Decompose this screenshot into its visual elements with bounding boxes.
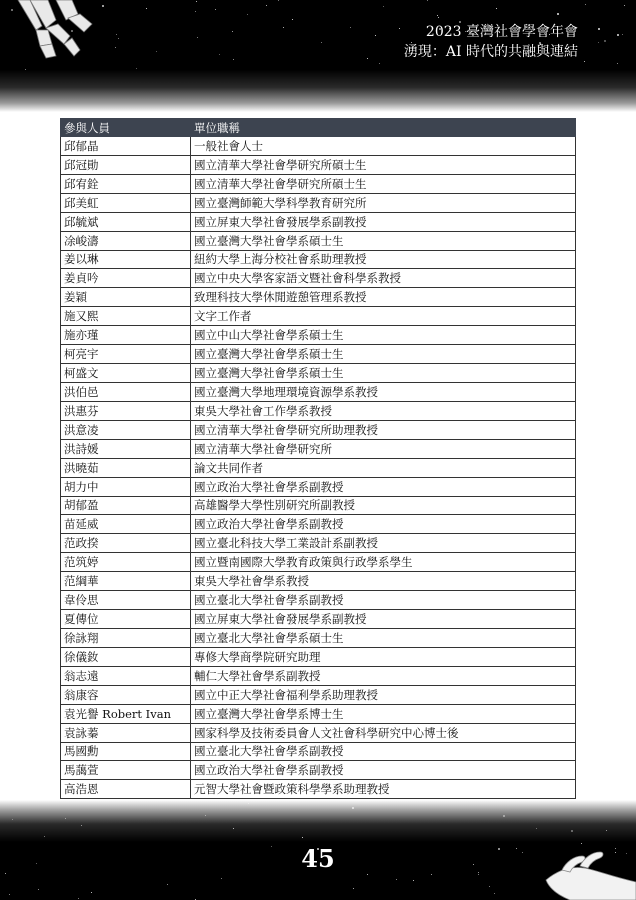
affiliation-cell: 國立清華大學社會學研究所碩士生 [191, 155, 576, 174]
star-dot [215, 9, 216, 10]
star-dot [489, 886, 490, 887]
table-row [61, 515, 576, 534]
participant-name-cell: 苗延威 [61, 515, 191, 534]
participant-name-cell: 高浩恩 [61, 780, 191, 799]
conference-title-line2: 湧現：AI 時代的共融與連結 [403, 44, 578, 60]
affiliation-cell: 國立政治大學社會學系副教授 [191, 761, 576, 780]
participant-name-cell: 胡郁盈 [61, 496, 191, 515]
participant-name-cell: 翁康容 [61, 685, 191, 704]
star-dot [598, 42, 599, 43]
table-row [61, 761, 576, 780]
table-row [61, 591, 576, 610]
affiliation-cell: 國立臺灣大學地理環境資源學系教授 [191, 382, 576, 401]
star-dot [585, 4, 586, 5]
star-dot [136, 68, 137, 69]
affiliation-cell: 國立中山大學社會學系碩士生 [191, 326, 576, 345]
table-row [61, 193, 576, 212]
participant-name-cell: 洪伯邑 [61, 382, 191, 401]
star-dot [118, 38, 119, 39]
participant-name-cell: 范筑婷 [61, 553, 191, 572]
participant-name-cell: 洪曉茹 [61, 458, 191, 477]
star-dot [232, 31, 233, 32]
table-row [61, 610, 576, 629]
star-dot [9, 894, 10, 895]
table-row [61, 647, 576, 666]
star-dot [352, 807, 354, 809]
star-dot [248, 803, 249, 804]
table-row [61, 401, 576, 420]
table-row [61, 742, 576, 761]
participant-name-cell: 袁光譽 Robert Ivan [61, 704, 191, 723]
affiliation-cell: 國立中正大學社會福利學系助理教授 [191, 685, 576, 704]
participant-name-cell: 徐詠翔 [61, 628, 191, 647]
participant-name-cell: 柯亮宇 [61, 345, 191, 364]
affiliation-cell: 國立臺灣大學社會學系博士生 [191, 704, 576, 723]
table-row [61, 458, 576, 477]
star-dot [367, 58, 368, 59]
star-dot [478, 874, 479, 875]
star-dot [221, 878, 222, 879]
table-row [61, 307, 576, 326]
star-dot [383, 6, 384, 7]
participant-name-cell: 姜穎 [61, 288, 191, 307]
participant-name-cell: 袁詠蓁 [61, 723, 191, 742]
participant-name-cell: 邱毓斌 [61, 212, 191, 231]
participant-name-cell: 夏傳位 [61, 610, 191, 629]
star-dot [617, 34, 619, 36]
affiliation-cell: 國立屏東大學社會發展學系副教授 [191, 610, 576, 629]
star-dot [116, 34, 117, 35]
star-dot [197, 37, 198, 38]
star-dot [379, 63, 380, 64]
affiliation-cell: 國立臺北科技大學工業設計系副教授 [191, 534, 576, 553]
participant-name-cell: 翁志遠 [61, 666, 191, 685]
affiliation-cell: 紐約大學上海分校社會系助理教授 [191, 250, 576, 269]
star-dot [292, 19, 293, 20]
affiliation-cell: 論文共同作者 [191, 458, 576, 477]
affiliation-cell: 國立臺灣大學社會學系碩士生 [191, 364, 576, 383]
participant-name-cell: 施亦瑾 [61, 326, 191, 345]
table-row [61, 780, 576, 799]
affiliation-cell: 國立臺灣師範大學科學教育研究所 [191, 193, 576, 212]
star-dot [396, 879, 397, 880]
star-dot [219, 54, 220, 55]
participant-name-cell: 柯盛文 [61, 364, 191, 383]
affiliation-cell: 國立臺北大學社會學系碩士生 [191, 628, 576, 647]
star-dot [598, 28, 600, 30]
table-row [61, 345, 576, 364]
affiliation-cell: 東吳大學社會學系教授 [191, 572, 576, 591]
participant-name-cell: 徐儀釹 [61, 647, 191, 666]
affiliation-cell: 東吳大學社會工作學系教授 [191, 401, 576, 420]
participant-name-cell: 邱宥銓 [61, 174, 191, 193]
table-row [61, 364, 576, 383]
participant-name-cell: 馬國勳 [61, 742, 191, 761]
participant-table [60, 118, 576, 799]
table-header-row [61, 119, 576, 137]
affiliation-cell: 文字工作者 [191, 307, 576, 326]
star-dot [604, 40, 606, 42]
participant-name-cell: 邱冠勛 [61, 155, 191, 174]
affiliation-cell: 專修大學商學院研究助理 [191, 647, 576, 666]
affiliation-cell: 國立中央大學客家語文暨社會科學系教授 [191, 269, 576, 288]
star-dot [38, 889, 39, 890]
affiliation-cell: 國立臺北大學社會學系副教授 [191, 742, 576, 761]
star-dot [438, 17, 439, 18]
affiliation-cell: 國立臺灣大學社會學系碩士生 [191, 231, 576, 250]
affiliation-cell: 一般社會人士 [191, 137, 576, 156]
star-dot [81, 825, 82, 826]
table-row [61, 666, 576, 685]
affiliation-cell: 元智大學社會暨政策科學學系助理教授 [191, 780, 576, 799]
robot-hand-illustration [8, 0, 100, 60]
affiliation-cell: 高雄醫學大學性別研究所副教授 [191, 496, 576, 515]
star-dot [571, 830, 573, 832]
star-dot [44, 836, 45, 837]
participant-name-cell: 邱美虹 [61, 193, 191, 212]
affiliation-cell: 國家科學及技術委員會人文社會科學研究中心博士後 [191, 723, 576, 742]
star-dot [399, 28, 400, 29]
star-dot [557, 13, 559, 15]
table-row [61, 685, 576, 704]
star-dot [12, 819, 13, 820]
participant-name-cell: 施又熙 [61, 307, 191, 326]
star-dot [25, 69, 26, 70]
affiliation-cell: 國立政治大學社會學系副教授 [191, 515, 576, 534]
star-dot [413, 880, 414, 881]
star-dot [233, 59, 234, 60]
affiliation-cell: 國立清華大學社會學研究所助理教授 [191, 420, 576, 439]
participant-name-cell: 洪意凌 [61, 420, 191, 439]
table-row [61, 231, 576, 250]
star-dot [427, 0, 428, 1]
star-dot [205, 815, 206, 816]
participant-name-cell: 馬藹萱 [61, 761, 191, 780]
affiliation-cell: 國立政治大學社會學系副教授 [191, 477, 576, 496]
table-row [61, 137, 576, 156]
column-header-affiliation: 單位職稱 [191, 119, 576, 137]
star-dot [266, 5, 267, 6]
table-row [61, 439, 576, 458]
star-dot [91, 892, 92, 893]
participant-name-cell: 姜貞吟 [61, 269, 191, 288]
star-dot [156, 51, 157, 52]
star-dot [431, 874, 432, 875]
star-dot [367, 874, 368, 875]
star-dot [278, 0, 279, 1]
star-dot [375, 35, 376, 36]
star-dot [196, 1, 197, 2]
star-dot [622, 34, 623, 35]
affiliation-cell: 國立臺灣大學社會學系碩士生 [191, 345, 576, 364]
table-row [61, 250, 576, 269]
table-row [61, 477, 576, 496]
table-row [61, 420, 576, 439]
participant-name-cell: 凃峻濤 [61, 231, 191, 250]
participant-name-cell: 洪惠芬 [61, 401, 191, 420]
star-dot [146, 8, 147, 9]
star-dot [494, 893, 495, 894]
affiliation-cell: 致理科技大學休閒遊憩管理系教授 [191, 288, 576, 307]
participant-name-cell: 韋伶思 [61, 591, 191, 610]
star-dot [195, 11, 196, 12]
affiliation-cell: 國立清華大學社會學研究所碩士生 [191, 174, 576, 193]
star-dot [624, 5, 625, 6]
affiliation-cell: 國立清華大學社會學研究所 [191, 439, 576, 458]
table-row [61, 572, 576, 591]
table-row [61, 723, 576, 742]
table-row [61, 174, 576, 193]
participant-name-cell: 胡力中 [61, 477, 191, 496]
table-row [61, 155, 576, 174]
affiliation-cell: 輔仁大學社會學系副教授 [191, 666, 576, 685]
star-dot [606, 830, 607, 831]
table-row [61, 326, 576, 345]
column-header-participant: 參與人員 [61, 119, 191, 137]
table-row [61, 496, 576, 515]
conference-title-line1: 2023 臺灣社會學會年會 [425, 24, 578, 40]
star-dot [503, 815, 505, 817]
star-dot [536, 828, 537, 829]
star-dot [5, 873, 6, 874]
table-row [61, 288, 576, 307]
participant-name-cell: 范綱華 [61, 572, 191, 591]
table-row [61, 212, 576, 231]
star-dot [65, 818, 66, 819]
star-dot [283, 27, 284, 28]
star-dot [353, 888, 354, 889]
participant-name-cell: 范政揆 [61, 534, 191, 553]
star-dot [321, 42, 322, 43]
participant-name-cell: 姜以琳 [61, 250, 191, 269]
star-dot [350, 27, 351, 28]
conference-title [404, 22, 578, 62]
table-row [61, 534, 576, 553]
affiliation-cell: 國立屏東大學社會發展學系副教授 [191, 212, 576, 231]
star-dot [247, 14, 248, 15]
participant-name-cell: 邱郁晶 [61, 137, 191, 156]
star-dot [78, 898, 79, 899]
participant-name-cell: 洪詩媛 [61, 439, 191, 458]
star-dot [496, 8, 497, 9]
page-number: 45 [301, 844, 335, 873]
table-row [61, 704, 576, 723]
affiliation-cell: 國立暨南國際大學教育政策與行政學系學生 [191, 553, 576, 572]
star-dot [302, 837, 303, 838]
table-row [61, 382, 576, 401]
table-row [61, 628, 576, 647]
star-dot [102, 5, 104, 7]
page-header [0, 0, 636, 112]
table-row [61, 269, 576, 288]
star-dot [617, 63, 618, 64]
star-dot [437, 15, 438, 16]
star-dot [115, 47, 116, 48]
star-dot [233, 828, 234, 829]
star-dot [584, 61, 585, 62]
star-dot [167, 884, 168, 885]
affiliation-cell: 國立臺北大學社會學系副教授 [191, 591, 576, 610]
table-row [61, 553, 576, 572]
